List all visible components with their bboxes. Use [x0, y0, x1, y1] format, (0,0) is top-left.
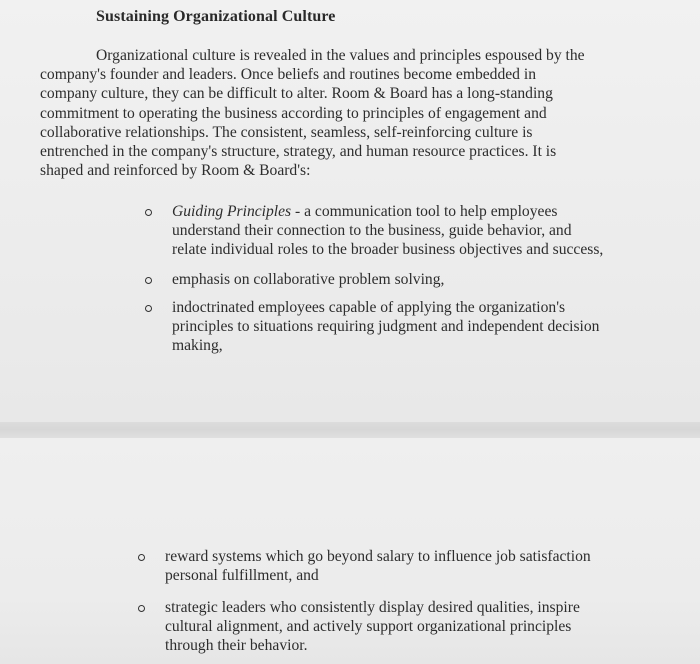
paragraph-line: commitment to operating the business according to principles of engagement and	[40, 104, 547, 122]
paragraph-line: company's founder and leaders. Once beliefs and routines become embedded in	[40, 66, 537, 84]
bullet-text	[165, 598, 665, 656]
hollow-bullet-icon	[145, 305, 152, 312]
hollow-bullet-icon	[145, 209, 152, 216]
hollow-bullet-icon	[145, 277, 152, 284]
hollow-bullet-icon	[138, 605, 145, 612]
bullet-line: strategic leaders who consistently display desired qualities, inspire	[165, 599, 580, 616]
hollow-bullet-icon	[138, 554, 145, 561]
bullet-line: through their behavior.	[165, 637, 308, 655]
bullet-line: understand their connection to the business, guide behavior, and	[172, 222, 572, 240]
body-paragraph	[40, 46, 660, 180]
bullet-line: personal fulfillment, and	[165, 567, 319, 585]
page-break-divider	[0, 422, 700, 438]
bullet-line: indoctrinated employees capable of applying the organization's	[172, 299, 566, 316]
paragraph-line: Organizational culture is revealed in the values and principles espoused by the	[96, 47, 585, 64]
bullet-line: principles to situations requiring judgment and independent decision	[172, 318, 600, 336]
bullet-line: emphasis on collaborative problem solving,	[172, 271, 445, 288]
paragraph-line: company culture, they can be difficult to alter. Room & Board has a long-standing	[40, 85, 553, 103]
bullet-text	[172, 270, 672, 289]
bullet-line: reward systems which go beyond salary to influence job satisfaction	[165, 548, 591, 565]
bullet-line: cultural alignment, and actively support organizational principles	[165, 618, 572, 636]
section-heading: Sustaining Organizational Culture	[96, 8, 336, 25]
bullet-text	[172, 202, 672, 260]
paragraph-line: collaborative relationships. The consistent, seamless, self-reinforcing culture is	[40, 123, 533, 141]
paragraph-line: shaped and reinforced by Room & Board's:	[40, 162, 311, 180]
paragraph-line: entrenched in the company's structure, strategy, and human resource practices. It is	[40, 143, 557, 161]
bullet-line: - a communication tool to help employees	[291, 203, 558, 220]
bullet-text	[172, 298, 672, 356]
page-section-bottom	[0, 438, 700, 664]
bullet-line: relate individual roles to the broader business objectives and success,	[172, 241, 604, 259]
bullet-italic-lead: Guiding Principles	[172, 203, 292, 220]
bullet-line: making,	[172, 337, 223, 355]
bullet-text	[165, 547, 665, 585]
